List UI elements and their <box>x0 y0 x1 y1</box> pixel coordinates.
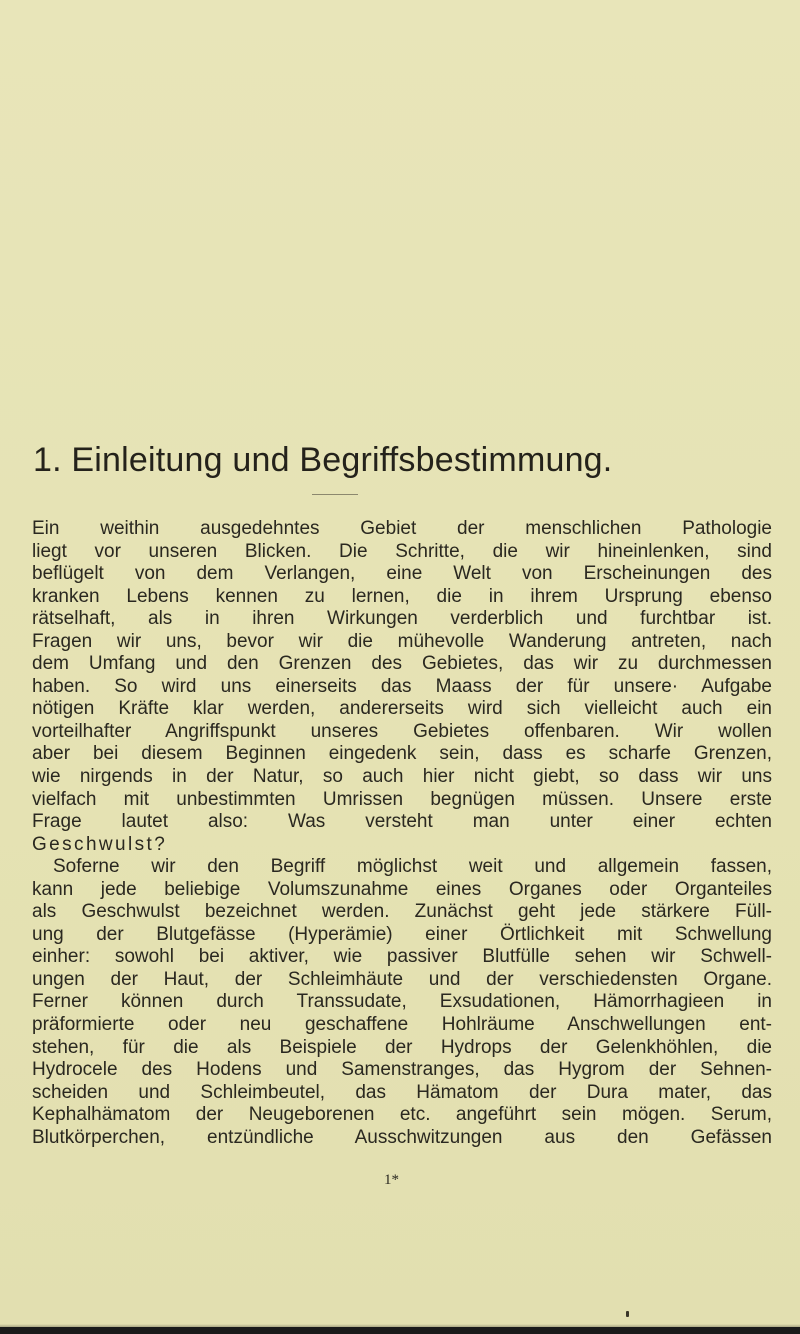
text-line: wie nirgends in der Natur, so auch hier nicht giebt, so dass wir uns <box>32 766 772 788</box>
text-line: stehen, für die als Beispiele der Hydrops der Gelenkhöhlen, die <box>32 1036 772 1058</box>
page-number: 1* <box>384 1172 399 1188</box>
scan-speck <box>626 1311 629 1317</box>
text-line: Kephalhämatom der Neugeborenen etc. angeführt sein mögen. Serum, <box>32 1104 772 1126</box>
text-line: kann jede beliebige Volumszunahme eines Organes oder Organteiles <box>32 878 772 900</box>
text-line: Hydrocele des Hodens und Samenstranges, das Hygrom der Sehnen- <box>32 1059 772 1081</box>
chapter-heading: 1. Einleitung und Begriffsbestimmung. <box>33 441 613 479</box>
text-line: vielfach mit unbestimmten Umrissen begnügen müssen. Unsere erste <box>32 788 772 810</box>
text-line: einher: sowohl bei aktiver, wie passiver Blutfülle sehen wir Schwell- <box>32 946 772 968</box>
text-line: rätselhaft, als in ihren Wirkungen verderblich und furchtbar ist. <box>32 608 772 630</box>
text-line: Frage lautet also: Was versteht man unter einer echten <box>32 811 772 833</box>
text-line: ungen der Haut, der Schleimhäute und der verschiedensten Organe. <box>32 968 772 990</box>
heading-divider <box>312 494 358 495</box>
text-line: liegt vor unseren Blicken. Die Schritte, die wir hineinlenken, sind <box>32 540 772 562</box>
text-line: haben. So wird uns einerseits das Maass der für unsere· Aufgabe <box>32 675 772 697</box>
text-line: nötigen Kräfte klar werden, andererseits wird sich vielleicht auch ein <box>32 698 772 720</box>
text-line: scheiden und Schleimbeutel, das Hämatom der Dura mater, das <box>32 1081 772 1103</box>
text-line: aber bei diesem Beginnen eingedenk sein, dass es scharfe Grenzen, <box>32 743 772 765</box>
text-line: als Geschwulst bezeichnet werden. Zunächst geht jede stärkere Füll- <box>32 901 772 923</box>
text-line: ung der Blutgefässe (Hyperämie) einer Örtlichkeit mit Schwellung <box>32 923 772 945</box>
text-line: präformierte oder neu geschaffene Hohlräume Anschwellungen ent- <box>32 1014 772 1036</box>
scan-bottom-edge <box>0 1327 800 1334</box>
text-line: Ferner können durch Transsudate, Exsudationen, Hämorrhagieen in <box>32 991 772 1013</box>
text-line: dem Umfang und den Grenzen des Gebietes, das wir zu durchmessen <box>32 653 772 675</box>
text-line: beflügelt von dem Verlangen, eine Welt von Erscheinungen des <box>32 563 772 585</box>
text-line: Soferne wir den Begriff möglichst weit und allgemein fassen, <box>53 856 772 878</box>
text-line: vorteilhafter Angriffspunkt unseres Gebietes offenbaren. Wir wollen <box>32 720 772 742</box>
text-line: Fragen wir uns, bevor wir die mühevolle Wanderung antreten, nach <box>32 630 772 652</box>
text-line: Blutkörperchen, entzündliche Ausschwitzungen aus den Gefässen <box>32 1126 772 1148</box>
text-line: kranken Lebens kennen zu lernen, die in ihrem Ursprung ebenso <box>32 585 772 607</box>
text-line: Geschwulst? <box>32 833 168 855</box>
text-line: Ein weithin ausgedehntes Gebiet der menschlichen Pathologie <box>32 518 772 539</box>
body-text <box>32 518 772 1149</box>
